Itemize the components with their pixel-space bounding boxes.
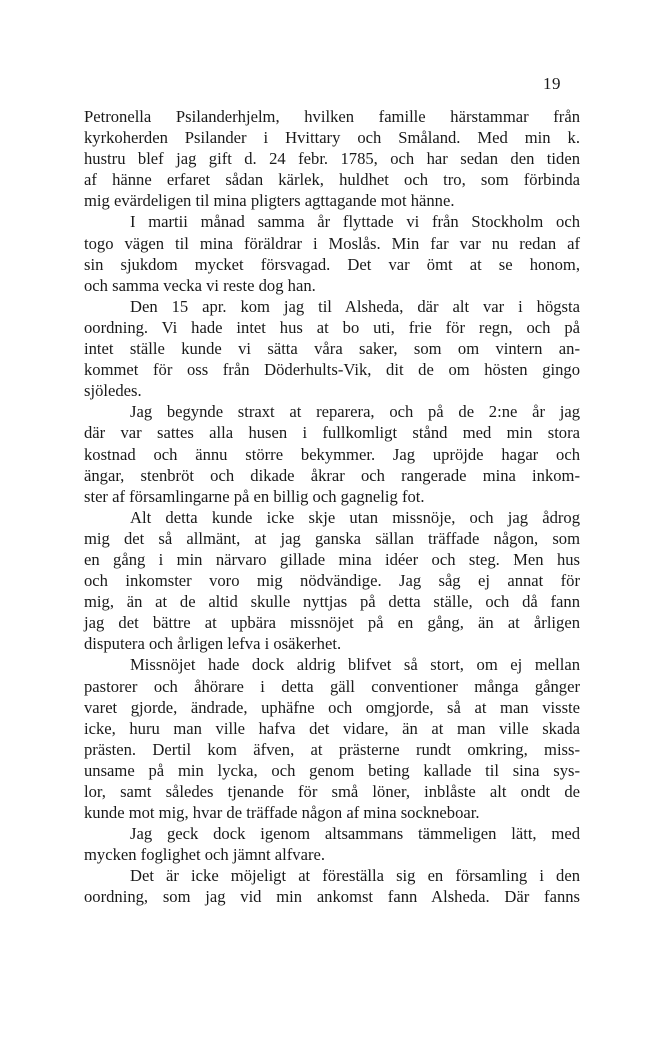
text-line: I martii månad samma år flyttade vi från Stockholm och — [130, 212, 580, 232]
page-number: 19 — [543, 74, 561, 93]
text-line: disputera och årligen lefva i osäkerhet. — [84, 634, 342, 654]
text-line: Missnöjet hade dock aldrig blifvet så stort, om ej mellan — [130, 655, 580, 675]
text-line: kommet för oss från Döderhults-Vik, dit de om hösten gingo — [84, 360, 580, 380]
text-line: Jag geck dock igenom altsammans tämmeligen lätt, med — [130, 824, 580, 844]
text-line: en gång i min närvaro gillade mina idéer och steg. Men hus — [84, 549, 580, 569]
text-line: ängar, stenbröt och dikade åkrar och rangerade mina inkom- — [84, 465, 580, 485]
text-line: oordning, som jag vid min ankomst fann Alsheda. Där fanns — [84, 887, 580, 907]
text-line: sin sjukdom mycket försvagad. Det var ömt at se honom, — [84, 254, 580, 274]
text-line: Jag begynde straxt at reparera, och på de 2:ne år jag — [130, 402, 580, 422]
text-line: mig evärdeligen til mina pligters agttagande mot hänne. — [84, 191, 455, 211]
text-line: Det är icke möjeligt at föreställa sig en församling i den — [130, 866, 580, 886]
text-line: sjöledes. — [84, 381, 142, 401]
text-line: kunde mot mig, hvar de träffade någon af mina sockneboar. — [84, 803, 480, 823]
text-line: kyrkoherden Psilander i Hvittary och Småland. Med min k. — [84, 128, 580, 148]
text-line: kostnad och ännu större bekymmer. Jag upröjde hagar och — [84, 444, 580, 464]
text-line: togo vägen til mina föräldrar i Moslås. Min far var nu redan af — [84, 233, 580, 253]
text-line: mig, än at de altid skulle nyttjas på detta ställe, och då fann — [84, 592, 580, 612]
text-line: mycken foglighet och jämnt alfvare. — [84, 845, 325, 865]
text-line: och samma vecka vi reste dog han. — [84, 275, 316, 295]
text-line: Petronella Psilanderhjelm, hvilken famille härstammar från — [84, 107, 580, 126]
body-text — [84, 106, 580, 908]
text-line: ster af församlingarne på en billig och gagnelig fot. — [84, 486, 425, 506]
text-line: pastorer och åhörare i detta gäll conventioner många gånger — [84, 676, 580, 696]
text-line: där var sattes alla husen i fullkomligt stånd med min stora — [84, 423, 580, 443]
text-line: icke, huru man ville hafva det vidare, än at man ville skada — [84, 718, 580, 738]
text-line: hustru blef jag gift d. 24 febr. 1785, och har sedan den tiden — [84, 149, 580, 169]
text-line: oordning. Vi hade intet hus at bo uti, frie för regn, och på — [84, 317, 580, 337]
text-line: mig det så allmänt, at jag ganska sällan träffade någon, som — [84, 528, 580, 548]
text-line: intet ställe kunde vi sätta våra saker, som om vintern an- — [84, 339, 580, 359]
text-line: prästen. Dertil kom äfven, at prästerne rundt omkring, miss- — [84, 739, 580, 759]
text-line: Alt detta kunde icke skje utan missnöje, och jag ådrog — [130, 507, 580, 527]
text-line: lor, samt således tjenande för små löner, inblåste alt ondt de — [84, 782, 580, 801]
text-line: varet gjorde, ändrade, uphäfne och omgjorde, så at man visste — [84, 697, 580, 717]
text-line: af hänne erfaret sådan kärlek, huldhet och tro, som förbinda — [84, 170, 580, 190]
text-line: Den 15 apr. kom jag til Alsheda, där alt var i högsta — [130, 296, 580, 316]
text-line: unsame på min lycka, och genom beting kallade til sina sys- — [84, 760, 580, 780]
text-line: och inkomster voro mig nödvändige. Jag såg ej annat för — [84, 571, 580, 591]
text-line: jag det bättre at upbära missnöjet på en gång, än at årligen — [84, 613, 580, 633]
